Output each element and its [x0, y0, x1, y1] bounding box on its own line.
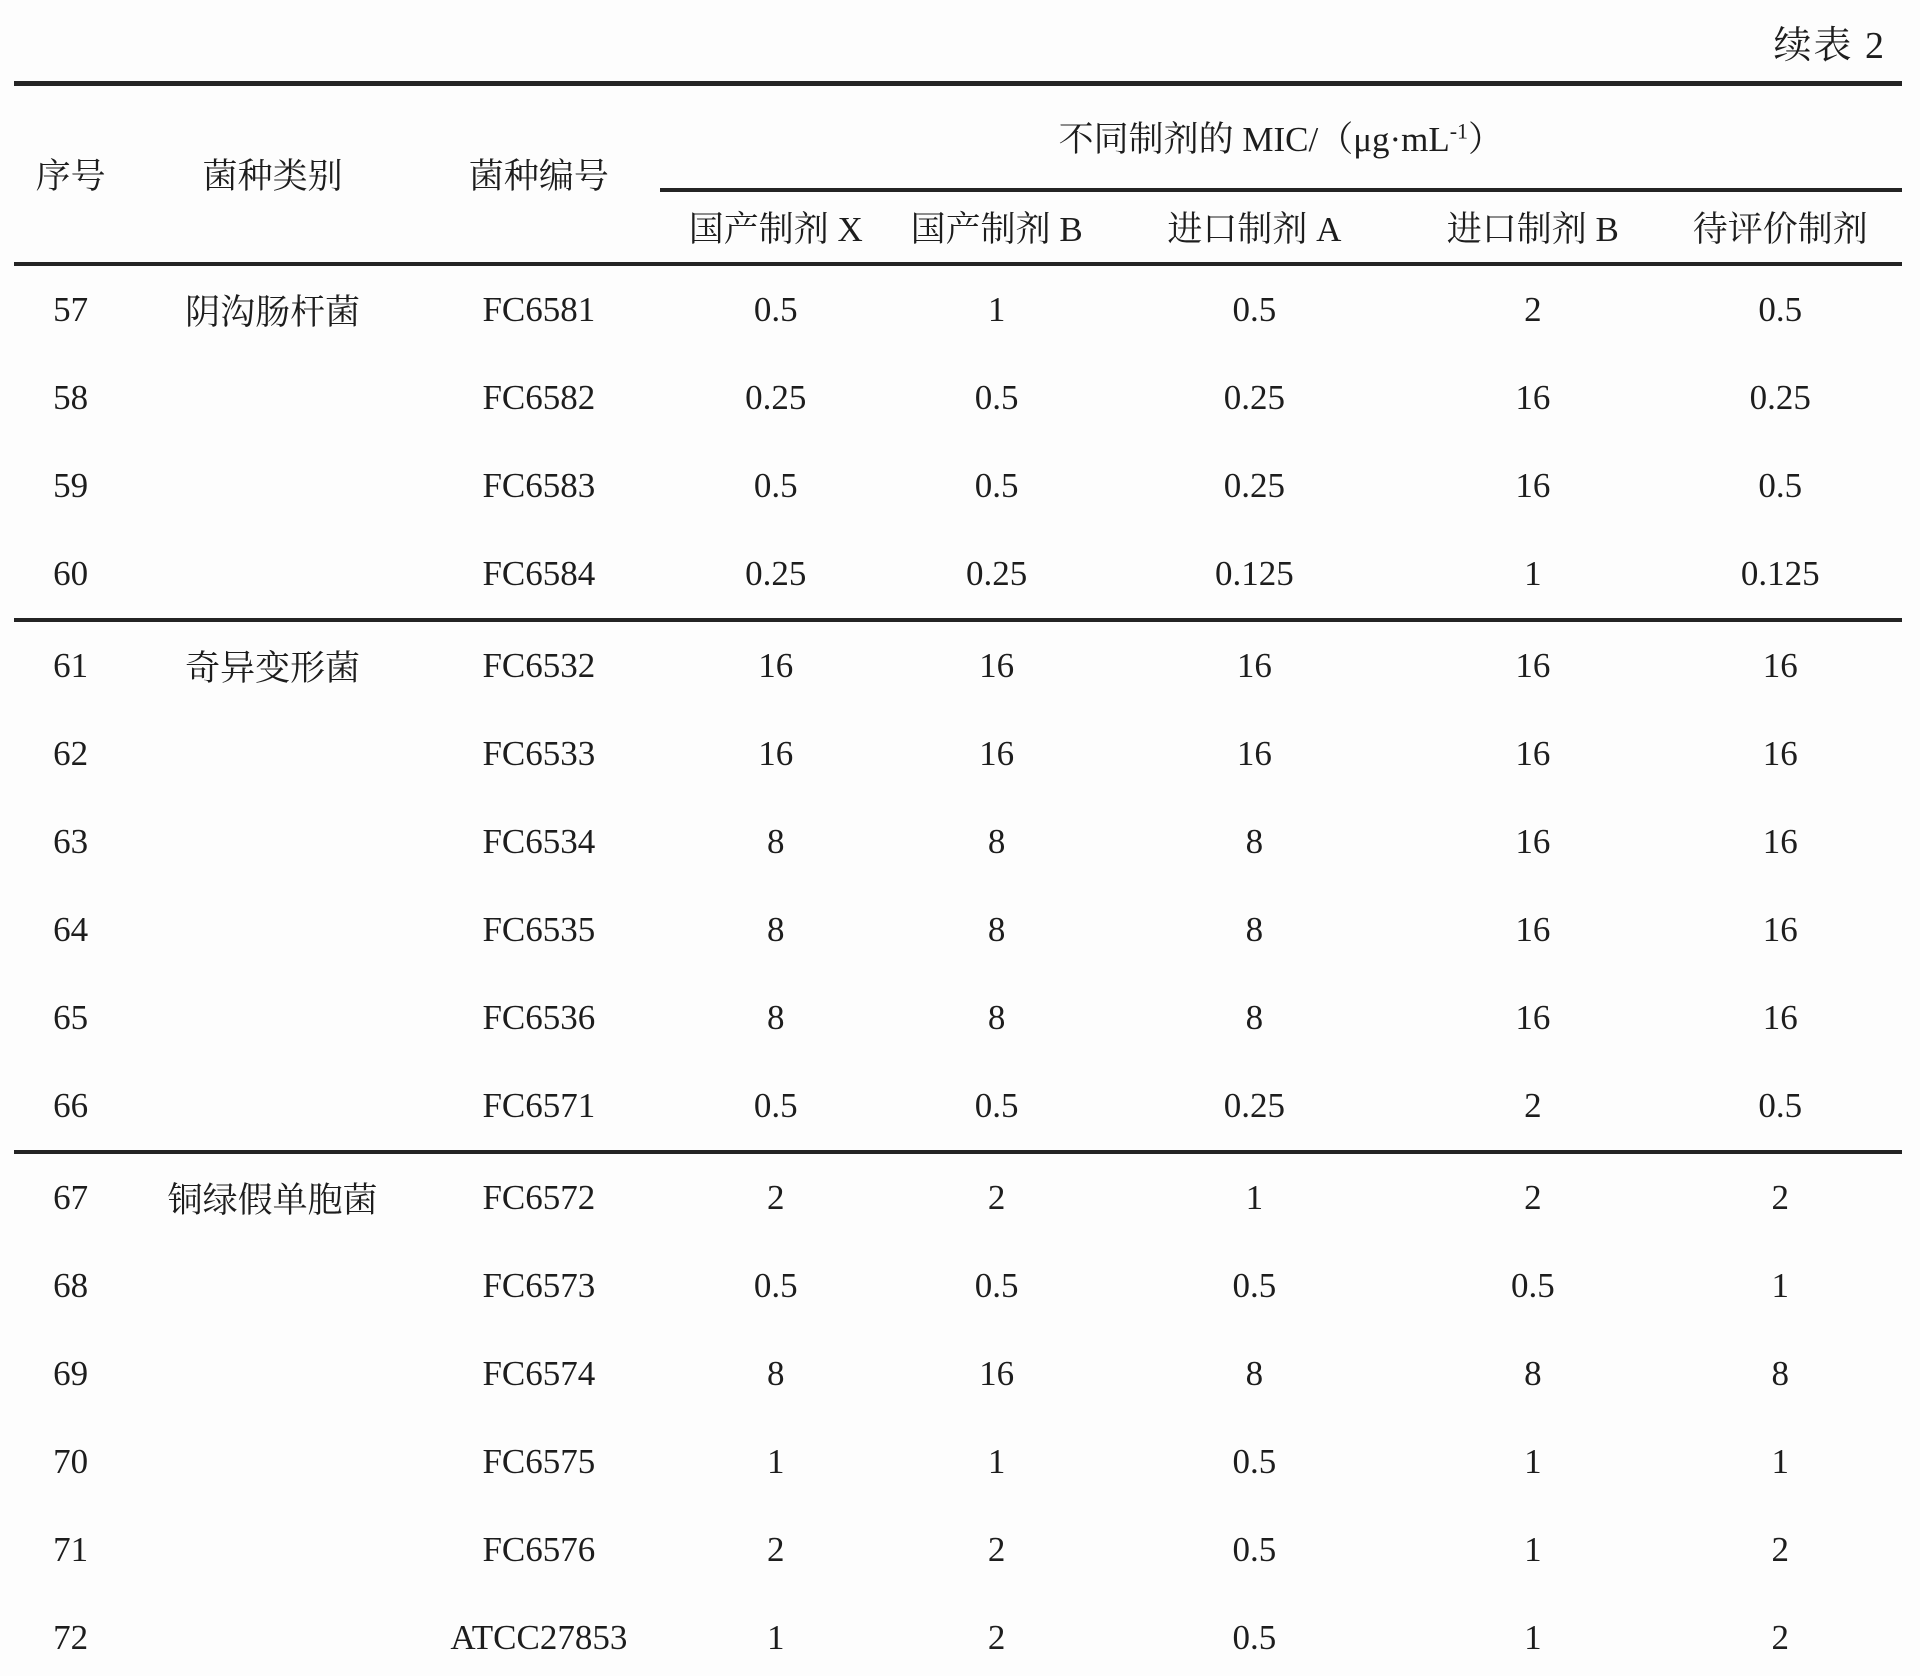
seq-cell: 70 — [53, 1442, 89, 1481]
mic-value-cell: 0.5 — [1758, 290, 1803, 329]
mic-value-cell: 16 — [1515, 822, 1551, 861]
category-cell — [127, 710, 418, 798]
mic-value-cell: 2 — [1658, 1152, 1902, 1242]
seq-cell: 66 — [53, 1086, 89, 1125]
mic-value-cell: 1 — [987, 1442, 1006, 1481]
mic-value-cell: 16 — [1515, 378, 1551, 417]
category-cell — [127, 530, 418, 620]
header-domestic-b: 国产制剂 B — [892, 190, 1102, 264]
table-row — [14, 974, 1902, 1062]
category-cell — [127, 1242, 418, 1330]
seq-cell: 62 — [53, 734, 89, 773]
category-cell — [127, 974, 418, 1062]
mic-value-cell: 8 — [767, 822, 785, 861]
mic-value-cell: 16 — [1515, 910, 1551, 949]
mic-value-cell: 16 — [1101, 620, 1407, 710]
seq-cell: 67 — [14, 1152, 127, 1242]
mic-value-cell: 2 — [767, 1530, 785, 1569]
category-cell: 奇异变形菌 — [127, 620, 418, 710]
seq-cell: 63 — [53, 822, 89, 861]
seq-cell: 58 — [53, 378, 89, 417]
seq-cell: 60 — [53, 554, 89, 593]
mic-value-cell: 1 — [1524, 1618, 1542, 1657]
mic-value-cell: 16 — [1407, 620, 1658, 710]
table-row — [14, 530, 1902, 620]
mic-value-cell: 0.25 — [1223, 1086, 1285, 1125]
mic-value-cell: 16 — [1515, 998, 1551, 1037]
strain-cell: ATCC27853 — [450, 1618, 628, 1657]
mic-value-cell: 16 — [758, 734, 794, 773]
mic-value-cell: 2 — [892, 1152, 1102, 1242]
mic-value-cell: 0.5 — [1758, 1086, 1803, 1125]
category-cell — [127, 1594, 418, 1676]
table-row — [14, 1594, 1902, 1676]
mic-group-label-prefix: 不同制剂的 MIC/（μg·mL — [1058, 120, 1450, 159]
mic-value-cell: 8 — [1245, 1354, 1264, 1393]
strain-cell: FC6575 — [482, 1442, 596, 1481]
mic-value-cell: 16 — [1762, 734, 1798, 773]
mic-value-cell: 2 — [987, 1618, 1006, 1657]
header-category: 菌种类别 — [127, 84, 418, 265]
category-cell — [127, 798, 418, 886]
table-row — [14, 442, 1902, 530]
table-row — [14, 620, 1902, 710]
mic-value-cell: 16 — [979, 1354, 1015, 1393]
table-row — [14, 886, 1902, 974]
table-row — [14, 710, 1902, 798]
mic-value-cell: 2 — [1771, 1618, 1789, 1657]
mic-value-cell: 8 — [1524, 1354, 1542, 1393]
mic-value-cell: 1 — [987, 290, 1006, 329]
mic-value-cell: 0.5 — [974, 1086, 1019, 1125]
mic-value-cell: 0.5 — [974, 378, 1019, 417]
mic-value-cell: 8 — [767, 1354, 785, 1393]
strain-cell: FC6576 — [482, 1530, 596, 1569]
table-row — [14, 1242, 1902, 1330]
seq-cell: 57 — [53, 290, 89, 329]
table-row — [14, 1062, 1902, 1152]
header-seq: 序号 — [14, 84, 127, 265]
mic-value-cell: 1 — [767, 1442, 785, 1481]
mic-unit-exponent: -1 — [1449, 118, 1469, 144]
mic-value-cell: 16 — [1515, 734, 1551, 773]
mic-value-cell: 0.5 — [753, 290, 798, 329]
table-row — [14, 798, 1902, 886]
mic-value-cell: 0.5 — [1232, 1442, 1277, 1481]
mic-value-cell: 8 — [1245, 822, 1264, 861]
table-row — [14, 1330, 1902, 1418]
mic-value-cell: 0.5 — [1232, 1266, 1277, 1305]
table-row — [14, 1152, 1902, 1242]
category-cell — [127, 1506, 418, 1594]
seq-cell: 65 — [53, 998, 89, 1037]
mic-value-cell: 0.25 — [1223, 378, 1285, 417]
strain-cell: FC6573 — [482, 1266, 596, 1305]
mic-value-cell: 0.5 — [1232, 1618, 1277, 1657]
mic-value-cell: 2 — [1407, 1152, 1658, 1242]
mic-value-cell: 0.25 — [1749, 378, 1811, 417]
table-body — [14, 264, 1902, 1676]
strain-cell: FC6572 — [418, 1152, 660, 1242]
header-row-group — [14, 84, 1902, 191]
category-cell — [127, 1062, 418, 1152]
strain-cell: FC6533 — [482, 734, 596, 773]
mic-value-cell: 16 — [1762, 822, 1798, 861]
mic-value-cell: 2 — [660, 1152, 892, 1242]
category-cell — [127, 442, 418, 530]
strain-cell: FC6584 — [482, 554, 596, 593]
mic-value-cell: 8 — [987, 910, 1006, 949]
mic-value-cell: 0.25 — [1223, 466, 1285, 505]
table-row — [14, 354, 1902, 442]
header-imported-a: 进口制剂 A — [1101, 190, 1407, 264]
seq-cell: 68 — [53, 1266, 89, 1305]
mic-value-cell: 8 — [767, 998, 785, 1037]
mic-value-cell: 8 — [987, 998, 1006, 1037]
strain-cell: FC6571 — [482, 1086, 596, 1125]
header-candidate: 待评价制剂 — [1658, 190, 1902, 264]
mic-value-cell: 1 — [767, 1618, 785, 1657]
mic-value-cell: 0.5 — [753, 1266, 798, 1305]
table-row — [14, 1506, 1902, 1594]
mic-value-cell: 1 — [1101, 1152, 1407, 1242]
mic-value-cell: 16 — [1236, 734, 1272, 773]
mic-value-cell: 0.125 — [1215, 554, 1294, 593]
strain-cell: FC6582 — [482, 378, 596, 417]
seq-cell: 61 — [14, 620, 127, 710]
mic-results-table — [14, 81, 1902, 1676]
header-imported-b: 进口制剂 B — [1407, 190, 1658, 264]
mic-value-cell: 0.5 — [974, 1266, 1019, 1305]
mic-value-cell: 8 — [1245, 998, 1264, 1037]
mic-value-cell: 0.5 — [1510, 1266, 1555, 1305]
table-row — [14, 264, 1902, 354]
mic-value-cell: 16 — [1515, 466, 1551, 505]
header-mic-group — [660, 84, 1902, 191]
mic-value-cell: 8 — [987, 822, 1006, 861]
mic-value-cell: 0.5 — [974, 466, 1019, 505]
mic-value-cell: 16 — [979, 734, 1015, 773]
mic-value-cell: 16 — [1762, 998, 1798, 1037]
seq-cell: 59 — [53, 466, 89, 505]
mic-value-cell: 0.125 — [1740, 554, 1820, 593]
strain-cell: FC6574 — [482, 1354, 596, 1393]
mic-value-cell: 8 — [1245, 910, 1264, 949]
mic-value-cell: 16 — [660, 620, 892, 710]
strain-cell: FC6536 — [482, 998, 596, 1037]
mic-value-cell: 0.5 — [753, 466, 798, 505]
mic-group-label-suffix: ） — [1468, 120, 1504, 159]
category-cell — [127, 886, 418, 974]
table-header — [14, 84, 1902, 265]
strain-cell: FC6583 — [482, 466, 596, 505]
mic-value-cell: 8 — [1771, 1354, 1789, 1393]
strain-cell: FC6534 — [482, 822, 596, 861]
mic-value-cell: 0.5 — [753, 1086, 798, 1125]
mic-value-cell: 16 — [1658, 620, 1902, 710]
mic-value-cell: 1 — [1524, 554, 1542, 593]
table-row — [14, 1418, 1902, 1506]
category-cell — [127, 1330, 418, 1418]
category-cell — [127, 354, 418, 442]
mic-value-cell: 16 — [1762, 910, 1798, 949]
strain-cell: FC6535 — [482, 910, 596, 949]
mic-value-cell: 8 — [767, 910, 785, 949]
mic-value-cell: 2 — [987, 1530, 1006, 1569]
seq-cell: 71 — [53, 1530, 89, 1569]
category-cell — [127, 1418, 418, 1506]
strain-cell: FC6532 — [418, 620, 660, 710]
mic-value-cell: 0.5 — [1758, 466, 1803, 505]
mic-value-cell: 16 — [892, 620, 1102, 710]
mic-value-cell: 0.5 — [1232, 1530, 1277, 1569]
mic-value-cell: 1 — [1771, 1442, 1789, 1481]
category-cell: 阴沟肠杆菌 — [185, 293, 361, 332]
mic-value-cell: 0.25 — [745, 378, 807, 417]
mic-value-cell: 2 — [1524, 1086, 1542, 1125]
mic-value-cell: 0.5 — [1232, 290, 1277, 329]
header-strain-id: 菌种编号 — [418, 84, 660, 265]
mic-value-cell: 1 — [1771, 1266, 1789, 1305]
seq-cell: 64 — [53, 910, 89, 949]
mic-value-cell: 1 — [1524, 1442, 1542, 1481]
mic-value-cell: 2 — [1771, 1530, 1789, 1569]
seq-cell: 69 — [53, 1354, 89, 1393]
mic-value-cell: 1 — [1524, 1530, 1542, 1569]
strain-cell: FC6581 — [482, 290, 596, 329]
mic-value-cell: 2 — [1524, 290, 1542, 329]
category-cell: 铜绿假单胞菌 — [127, 1152, 418, 1242]
table-continuation-caption: 续表 2 — [1773, 25, 1886, 67]
seq-cell: 72 — [53, 1618, 89, 1657]
mic-value-cell: 0.25 — [966, 554, 1028, 593]
header-domestic-x: 国产制剂 X — [660, 190, 892, 264]
mic-value-cell: 0.25 — [745, 554, 807, 593]
